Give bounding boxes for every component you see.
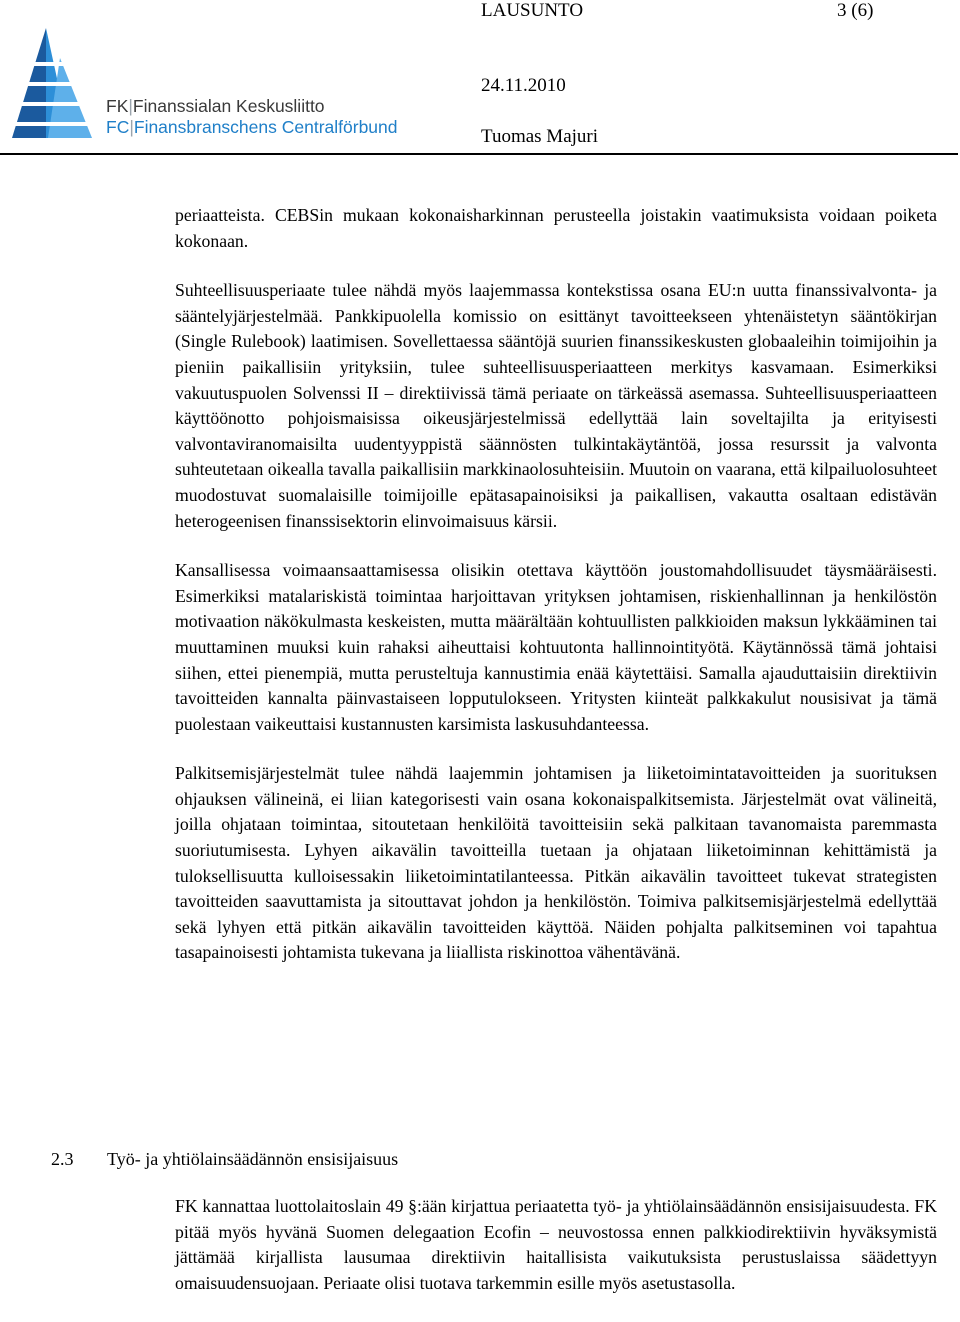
document-body-lower [175, 1194, 937, 1320]
page-number: 3 (6) [837, 0, 874, 21]
logo-name-fi: Finanssialan Keskusliitto [132, 96, 325, 116]
document-author: Tuomas Majuri [481, 126, 599, 147]
paragraph: Suhteellisuusperiaate tulee nähdä myös laajemmassa kontekstissa osana EU:n uutta finanssivalvonta- ja sääntelyjärjestelmää. Pankkipuolella komissio on esittänyt tavoitteekseen yhtenäistetyn sääntökirjan (Single Rulebook) laatimisen. Sovellettaessa sääntöjä suurien finanssikeskusten globaaleihin toimijoihin ja pieniin paikallisiin yrityksiin, tulee suhteellisuusperiaatteen merkitys kasvamaan. Esimerkiksi vakuutuspuolen Solvenssi II – direktiivissä tämä periaate on tärkeässä asemassa. Suhteellisuusperiaatteen käyttöönotto pohjoismaisissa oikeusjärjestelmissä edellyttää lain soveltajilta ja erityisesti valvontaviranomaisilta uudentyyppistä säännösten tulkintakäytäntöä, jossa resurssit ja valvonta suhteutetaan oikealla tavalla paikallisiin markkinaolosuhteisiin. Muutoin on vaarana, että kilpailuolosuhteet muodostuvat suomalaisille toimijoille epätasapainoisiksi ja paikallisen, vakautta osaltaan edistävän heterogeenisen finanssisektorin elinvoimaisuus kärsii. [175, 280, 937, 531]
document-date: 24.11.2010 [481, 75, 566, 96]
logo-abbr-fc: FC [106, 117, 130, 137]
section-title: Työ- ja yhtiölainsäädännön ensisijaisuus [107, 1149, 399, 1169]
paragraph: periaatteista. CEBSin mukaan kokonaisharkinnan perusteella joistakin vaatimuksista voidaan poiketa kokonaan. [175, 205, 937, 251]
logo-text-swedish: FC|Finansbranschens Centralförbund [106, 117, 398, 137]
document-type: LAUSUNTO [481, 0, 584, 21]
logo-name-sv: Finansbranschens Centralförbund [133, 117, 398, 137]
section-number: 2.3 [51, 1149, 74, 1169]
logo-abbr-fk: FK [106, 96, 129, 116]
document-body-upper [175, 203, 937, 990]
logo-pyramid-icon [8, 28, 98, 143]
section-heading [51, 1146, 398, 1172]
logo-text-finnish: FK|Finanssialan Keskusliitto [106, 96, 325, 116]
paragraph: Palkitsemisjärjestelmät tulee nähdä laajemmin johtamisen ja liiketoimintatavoitteiden ja suorituksen ohjauksen välineinä, ei liian kategorisesti vain osana kokonaispalkitsemista. Järjestelmät ovat välineitä, joilla ohjataan toimintaa, sitoutetaan henkilöitä tavoitteisiin sekä palkitaan tavanomaista paremmasta suoriutumisesta. Lyhyen aikavälin tavoitteilla tuetaan ja ohjataan liiketoiminnan kehittämistä ja tuloksellisuutta kulloisessakin liiketoimintatilanteessa. Pitkän aikavälin tavoitteet tukevat strategisten tavoitteiden saavuttamista ja sitouttavat johdon ja henkilöstön. Toimiva palkitsemisjärjestelmä edellyttää sekä lyhyen että pitkän aikavälin tavoitteiden käyttöä. Näiden pohjalta palkitseminen voi tapahtua tasapainoisesti johtamista tukevana ja liiallista riskinottoa vähentävänä. [175, 763, 937, 963]
header-divider [0, 153, 958, 155]
paragraph: FK kannattaa luottolaitoslain 49 §:ään kirjattua periaatetta työ- ja yhtiölainsäädännön ensisijaisuudesta. FK pitää myös hyvänä Suomen delegaation Ecofin – neuvostossa ennen palkkiodirektiivin hyväksymistä jättämää kirjallista lausumaa direktiivin haitallisista vaikutuksista perustuslaissa säädettyyn omaisuudensuojaan. Periaate olisi tuotava tarkemmin esille myös asetustasolla. [175, 1196, 937, 1293]
paragraph: Kansallisessa voimaansaattamisessa olisikin otettava käyttöön joustomahdollisuudet täysmääräisesti. Esimerkiksi matalariskistä toimintaa harjoittavan yrityksen johtamisen, riskienhallinnan ja henkilöstön motivaation näkökulmasta keskeisten, mutta määrältään kohtuullisten palkkioiden maksun lykkääminen tai muuttaminen muuksi kuin rahaksi aiheuttaisi kohtuutonta hallinnointityötä. Käytännössä tämä johtaisi siihen, ettei pienempiä, mutta perusteltuja kannustimia enää käytettäisi. Samalla ajauduttaisiin direktiivin tavoitteiden kannalta päinvastaiseen lopputulokseen. Yritysten kiinteät palkkakulut nousisivat ja tämä puolestaan vaikeuttaisi kustannusten karsimista laskusuhdanteessa. [175, 560, 937, 734]
